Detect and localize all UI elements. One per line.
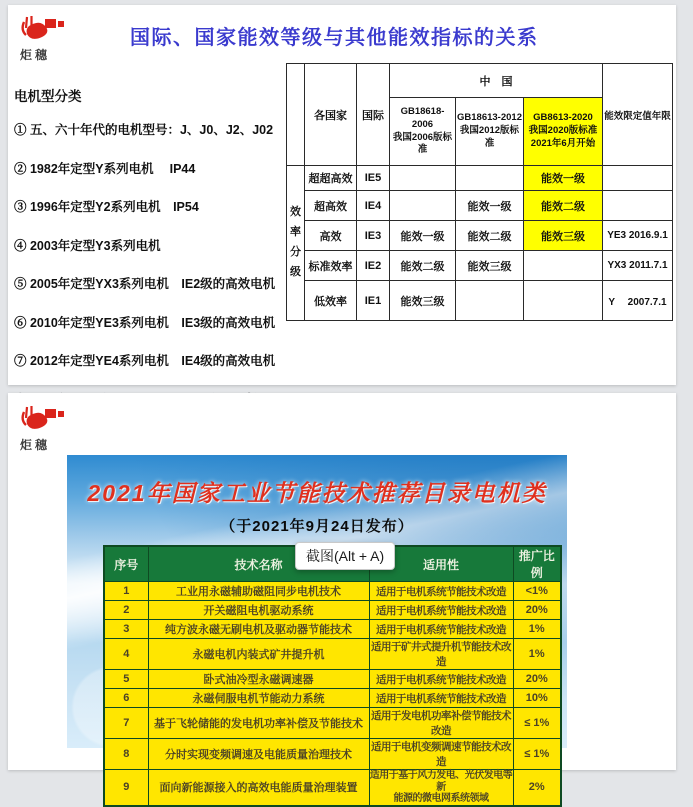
- screenshot-tool-tooltip[interactable]: 截图(Alt + A): [295, 542, 395, 570]
- name-cell: 分时实现变频调速及电能质量治理技术: [148, 739, 369, 770]
- header-international: 国际: [357, 64, 390, 166]
- header-year-limit: 能效限定值年限: [603, 64, 673, 166]
- table-row: [104, 601, 561, 620]
- company-logo: [20, 405, 80, 453]
- name-cell: 永磁伺服电机节能动力系统: [148, 689, 369, 708]
- name-cell: 基于飞轮储能的发电机功率补偿及节能技术: [148, 708, 369, 739]
- ratio-cell: 2%: [513, 770, 561, 806]
- torch-flame-icon: [20, 405, 80, 435]
- std2020-cell: [524, 251, 603, 281]
- ratio-cell: 10%: [513, 689, 561, 708]
- header-scope: 适用性: [369, 546, 513, 582]
- scope-cell: 适用于电机系统节能技术改造: [369, 689, 513, 708]
- std2012-cell: 能效三级: [456, 251, 524, 281]
- year-cell: Y 2007.7.1: [603, 281, 673, 321]
- std2020-cell: [524, 281, 603, 321]
- std2020-cell: 能效三级: [524, 221, 603, 251]
- list-item: ② 1982年定型Y系列电机 IP44: [14, 161, 196, 176]
- scope-cell: 适用于电机系统节能技术改造: [369, 601, 513, 620]
- list-item: ③ 1996年定型Y2系列电机 IP54: [14, 200, 199, 214]
- ie-cell: IE3: [357, 221, 390, 251]
- poster-subtitle: （于2021年9月24日发布）: [220, 518, 414, 535]
- catalog-poster-image: [67, 455, 567, 804]
- table-row: [287, 221, 673, 251]
- slide1-title: 国际、国家能效等级与其他能效指标的关系: [130, 27, 539, 49]
- ie-cell: IE5: [357, 166, 390, 191]
- classification-heading: 电机型分类: [14, 89, 82, 104]
- table-corner-cell: [287, 64, 305, 166]
- header-china: 中 国: [390, 64, 603, 98]
- slide-page-2: [8, 393, 676, 804]
- table-row: [287, 281, 673, 321]
- no-cell: 7: [104, 708, 148, 739]
- header-std-2012: GB18613-2012 我国2012版标准: [456, 98, 524, 166]
- ratio-cell: <1%: [513, 582, 561, 601]
- no-cell: 3: [104, 620, 148, 639]
- table-row: [287, 166, 673, 191]
- logo-text: 炬穗: [20, 48, 51, 62]
- grade-cell: 超高效: [305, 191, 357, 221]
- scope-cell: 适用于发电机功率补偿节能技术改造: [369, 708, 513, 739]
- year-cell: [603, 166, 673, 191]
- table-row: [104, 689, 561, 708]
- list-item: ⑥ 2010年定型YE3系列电机 IE3级的高效电机: [14, 315, 276, 330]
- name-cell: 工业用永磁辅助磁阻同步电机技术: [148, 582, 369, 601]
- scope-cell: 适用于电机系统节能技术改造: [369, 582, 513, 601]
- year-cell: [603, 191, 673, 221]
- efficiency-grade-table: [286, 63, 673, 321]
- classification-list: [14, 120, 290, 408]
- table-row: [287, 251, 673, 281]
- ie-cell: IE2: [357, 251, 390, 281]
- motor-classification-block: [14, 85, 290, 408]
- table-row: [104, 639, 561, 670]
- grade-cell: 低效率: [305, 281, 357, 321]
- ratio-cell: 20%: [513, 670, 561, 689]
- header-std-2020: GB8613-2020 我国2020版标准 2021年6月开始: [524, 98, 603, 166]
- table-row: [104, 708, 561, 739]
- header-country: 各国家: [305, 64, 357, 166]
- std2012-cell: 能效一级: [456, 191, 524, 221]
- scope-cell: 适用于电机系统节能技术改造: [369, 620, 513, 639]
- no-cell: 9: [104, 770, 148, 806]
- header-name: 技术名称: [148, 546, 369, 582]
- poster-title: 2021年国家工业节能技术推荐目录电机类: [87, 480, 547, 506]
- std2012-cell: [456, 281, 524, 321]
- no-cell: 4: [104, 639, 148, 670]
- list-item: ⑦ 2012年定型YE4系列电机 IE4级的高效电机: [14, 354, 276, 368]
- scope-cell: 适用于电机变频调速节能技术改造: [369, 739, 513, 770]
- no-cell: 1: [104, 582, 148, 601]
- ratio-cell: 1%: [513, 639, 561, 670]
- name-cell: 面向新能源接入的高效电能质量治理装置: [148, 770, 369, 806]
- std2006-cell: 能效一级: [390, 221, 456, 251]
- std2006-cell: [390, 191, 456, 221]
- name-cell: 永磁电机内装式矿井提升机: [148, 639, 369, 670]
- header-no: 序号: [104, 546, 148, 582]
- ie-cell: IE1: [357, 281, 390, 321]
- scope-cell: 适用于基于风力发电、光伏发电等新 能源的微电网系统领域: [369, 770, 513, 804]
- logo-text: 炬穗: [20, 438, 51, 452]
- grade-cell: 超超高效: [305, 166, 357, 191]
- table-row: [104, 739, 561, 770]
- header-ratio: 推广比例: [513, 546, 561, 582]
- list-item: ④ 2003年定型Y3系列电机: [14, 238, 161, 253]
- scope-cell: 适用于矿井式提升机节能技术改造: [369, 639, 513, 670]
- no-cell: 8: [104, 739, 148, 770]
- grade-cell: 标准效率: [305, 251, 357, 281]
- no-cell: 6: [104, 689, 148, 708]
- no-cell: 5: [104, 670, 148, 689]
- std2006-cell: 能效三级: [390, 281, 456, 321]
- torch-flame-icon: [20, 15, 80, 45]
- no-cell: 2: [104, 601, 148, 620]
- name-cell: 开关磁阻电机驱动系统: [148, 601, 369, 620]
- year-cell: YX3 2011.7.1: [603, 251, 673, 281]
- header-std-2006: GB18618-2006 我国2006版标准: [390, 98, 456, 166]
- ratio-cell: ≤ 1%: [513, 739, 561, 770]
- std2012-cell: 能效二级: [456, 221, 524, 251]
- ie-cell: IE4: [357, 191, 390, 221]
- technology-catalog-table: [103, 545, 562, 807]
- table-row: [104, 582, 561, 601]
- std2006-cell: [390, 166, 456, 191]
- table-row: [104, 620, 561, 639]
- std2012-cell: [456, 166, 524, 191]
- grade-cell: 高效: [305, 221, 357, 251]
- slide-page-1: [8, 5, 676, 385]
- table-row: [104, 770, 561, 806]
- std2020-cell: 能效二级: [524, 191, 603, 221]
- ratio-cell: ≤ 1%: [513, 708, 561, 739]
- table-row: [104, 670, 561, 689]
- list-item: ① 五、六十年代的电机型号：J、J0、J2、J02: [14, 123, 274, 137]
- row-group-label: 效 率 分 级: [287, 166, 305, 321]
- ratio-cell: 20%: [513, 601, 561, 620]
- name-cell: 纯方波永磁无刷电机及驱动器节能技术: [148, 620, 369, 639]
- std2006-cell: 能效二级: [390, 251, 456, 281]
- std2020-cell: 能效一级: [524, 166, 603, 191]
- company-logo: [20, 15, 80, 63]
- table-row: [287, 191, 673, 221]
- year-cell: YE3 2016.9.1: [603, 221, 673, 251]
- scope-cell: 适用于电机系统节能技术改造: [369, 670, 513, 689]
- name-cell: 卧式油冷型永磁调速器: [148, 670, 369, 689]
- ratio-cell: 1%: [513, 620, 561, 639]
- list-item: ⑤ 2005年定型YX3系列电机 IE2级的高效电机: [14, 277, 276, 291]
